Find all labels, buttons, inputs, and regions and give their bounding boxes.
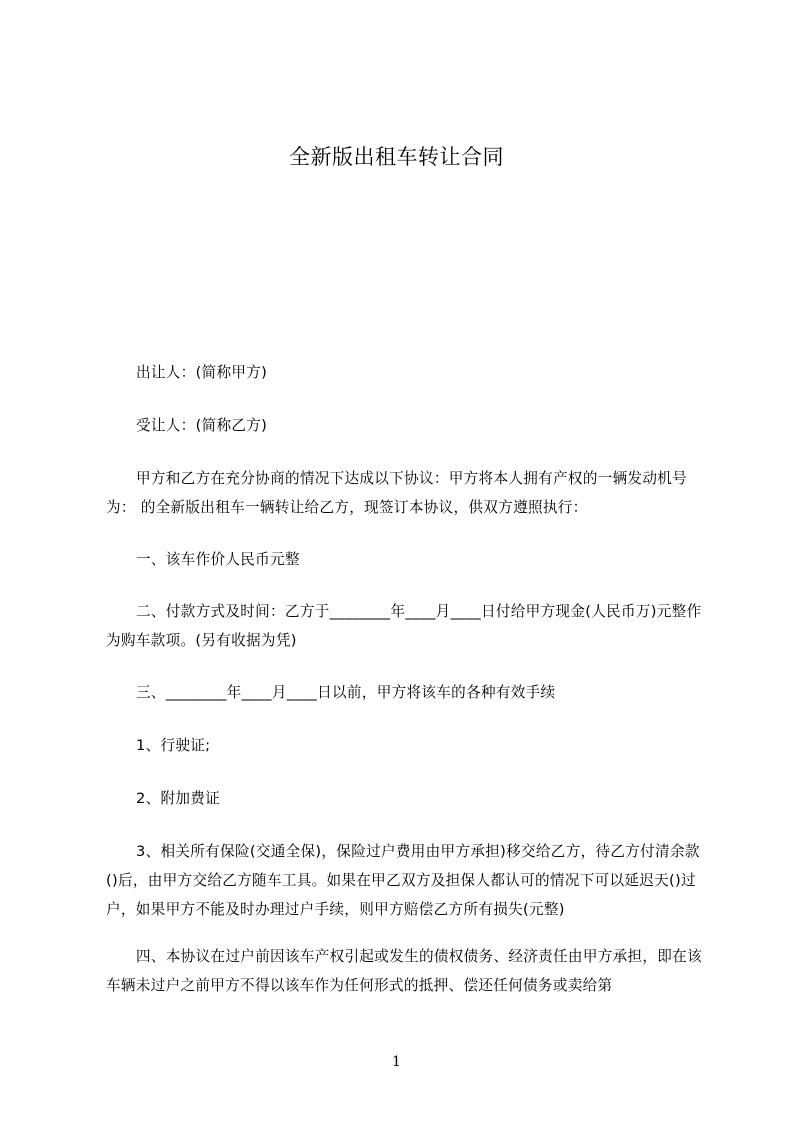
document-title: 全新版出租车转让合同 [289, 145, 504, 169]
paragraph-transferee: 受让人：(简称乙方) [136, 417, 268, 434]
clause-payment: 二、付款方式及时间：乙方于________年____月____日付给甲方现金(人民币万)元整作为购车款项。(另有收据为凭) [106, 603, 702, 649]
clause-documents: 三、________年____月____日以前，甲方将该车的各种有效手续 [136, 684, 556, 701]
list-item-insurance: 3、相关所有保险(交通全保)，保险过户费用由甲方承担)移交给乙方，待乙方付清余款()后，由甲方交给乙方随车工具。如果在甲乙双方及担保人都认可的情况下可以延迟天()过户，如果甲方不能及时办理过户手续，则甲方赔偿乙方所有损失(元整) [106, 843, 700, 918]
clause-price: 一、该车作价人民币元整 [136, 551, 300, 568]
list-item-driving-license: 1、行驶证; [136, 737, 211, 754]
clause-liability: 四、本协议在过户前因该车产权引起或发生的债权债务、经济责任由甲方承担，即在该车辆未过户之前甲方不得以该车作为任何形式的抵押、偿还任何债务或卖给第 [106, 948, 702, 994]
page-number: 1 [392, 1054, 401, 1070]
paragraph-agreement-intro: 甲方和乙方在充分协商的情况下达成以下协议：甲方将本人拥有产权的一辆发动机号为： 的全新版出租车一辆转让给乙方，现签订本协议，供双方遵照执行： [106, 470, 688, 516]
list-item-surcharge-certificate: 2、附加费证 [136, 790, 221, 807]
paragraph-transferor: 出让人：(简称甲方) [136, 364, 268, 381]
